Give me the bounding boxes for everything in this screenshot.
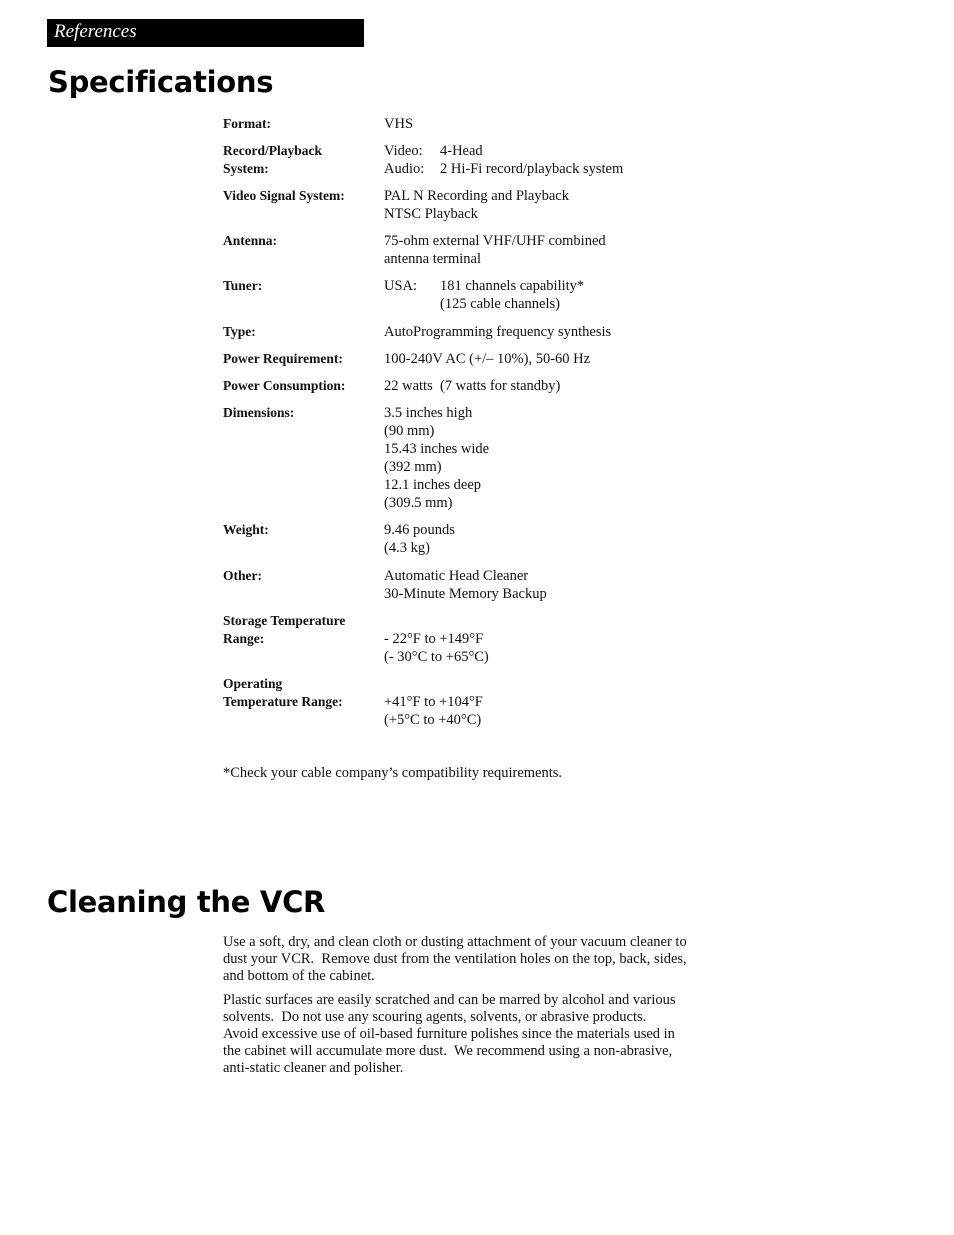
spec-value: AutoProgramming frequency synthesis xyxy=(384,324,612,340)
spec-label: Dimensions: xyxy=(223,405,295,420)
spec-value-tag: Audio: xyxy=(384,161,425,177)
spec-value xyxy=(384,142,764,178)
spec-value-line: (+5°C to +40°C) xyxy=(384,712,482,728)
spec-value-line: antenna terminal xyxy=(384,251,482,267)
spec-label xyxy=(223,675,373,711)
spec-label-line: Operating xyxy=(223,676,283,691)
spec-label: Type: xyxy=(223,324,256,339)
spec-value-line: Automatic Head Cleaner xyxy=(384,568,529,584)
spec-value-line: 12.1 inches deep xyxy=(384,477,482,493)
paragraph-line: Avoid excessive use of oil-based furniture polishes since the materials used in xyxy=(223,1026,675,1042)
paragraph-line: Plastic surfaces are easily scratched and can be marred by alcohol and various xyxy=(223,992,676,1008)
spec-label-line: Storage Temperature xyxy=(223,613,346,628)
specifications-heading: Specifications xyxy=(48,65,274,99)
spec-value-tag: USA: xyxy=(384,278,418,294)
spec-value-line: 15.43 inches wide xyxy=(384,441,490,457)
cleaning-paragraph xyxy=(223,992,728,1077)
spec-label: Format: xyxy=(223,116,271,131)
spec-value-line: PAL N Recording and Playback xyxy=(384,188,569,204)
paragraph-line: solvents. Do not use any scouring agents, solvents, or abrasive products. xyxy=(223,1009,647,1025)
paragraph-line: anti-static cleaner and polisher. xyxy=(223,1060,404,1076)
spec-label-line: Temperature Range: xyxy=(223,694,343,709)
spec-value-line: (309.5 mm) xyxy=(384,495,453,511)
spec-label-line: Range: xyxy=(223,631,265,646)
spec-label: Weight: xyxy=(223,522,269,537)
cleaning-heading: Cleaning the VCR xyxy=(47,885,326,919)
spec-value-line: 30-Minute Memory Backup xyxy=(384,586,547,602)
footnote: *Check your cable company’s compatibility requirements. xyxy=(223,765,563,781)
paragraph-line: Use a soft, dry, and clean cloth or dusting attachment of your vacuum cleaner to xyxy=(223,934,687,950)
spec-value-line: (90 mm) xyxy=(384,423,435,439)
spec-value-line: (4.3 kg) xyxy=(384,540,430,556)
spec-value-line: NTSC Playback xyxy=(384,206,478,222)
spec-value xyxy=(384,232,764,268)
paragraph-line: and bottom of the cabinet. xyxy=(223,968,375,984)
spec-label: Other: xyxy=(223,568,262,583)
spec-value-line: 75-ohm external VHF/UHF combined xyxy=(384,233,606,249)
spec-label xyxy=(223,612,373,648)
paragraph-line: dust your VCR. Remove dust from the ventilation holes on the top, back, sides, xyxy=(223,951,687,967)
spec-label: Antenna: xyxy=(223,233,278,248)
spec-value-line: (- 30°C to +65°C) xyxy=(384,649,489,665)
spec-label: Power Consumption: xyxy=(223,378,346,393)
paragraph-line: the cabinet will accumulate more dust. We recommend using a non-abrasive, xyxy=(223,1043,673,1059)
spec-value: VHS xyxy=(384,116,414,132)
spec-value-tag: Video: xyxy=(384,143,423,159)
spec-value-line: +41°F to +104°F xyxy=(384,694,483,710)
spec-value-line: (392 mm) xyxy=(384,459,442,475)
spec-value xyxy=(384,277,764,313)
spec-value xyxy=(384,630,764,666)
spec-value xyxy=(384,187,764,223)
section-header-bar xyxy=(47,19,364,47)
spec-label: Power Requirement: xyxy=(223,351,343,366)
spec-value-line: 3.5 inches high xyxy=(384,405,473,421)
spec-label: Video Signal System: xyxy=(223,188,345,203)
spec-value xyxy=(384,404,764,512)
spec-value xyxy=(384,693,764,729)
spec-value: 100-240V AC (+/– 10%), 50-60 Hz xyxy=(384,351,591,367)
spec-value xyxy=(384,567,764,603)
spec-value-text: 4-Head xyxy=(440,143,483,159)
spec-value-line: - 22°F to +149°F xyxy=(384,631,484,647)
spec-value xyxy=(384,521,764,557)
spec-label-line: System: xyxy=(223,161,269,176)
spec-value-text: (125 cable channels) xyxy=(440,296,560,312)
spec-value-text: 181 channels capability* xyxy=(440,278,585,294)
cleaning-paragraph xyxy=(223,934,728,985)
spec-value-text: 2 Hi-Fi record/playback system xyxy=(440,161,624,177)
spec-value: 22 watts (7 watts for standby) xyxy=(384,378,561,394)
spec-label-line: Record/Playback xyxy=(223,143,322,158)
spec-label: Tuner: xyxy=(223,278,263,293)
spec-label xyxy=(223,142,373,178)
spec-value-line: 9.46 pounds xyxy=(384,522,455,538)
section-header-label: References xyxy=(54,21,137,42)
